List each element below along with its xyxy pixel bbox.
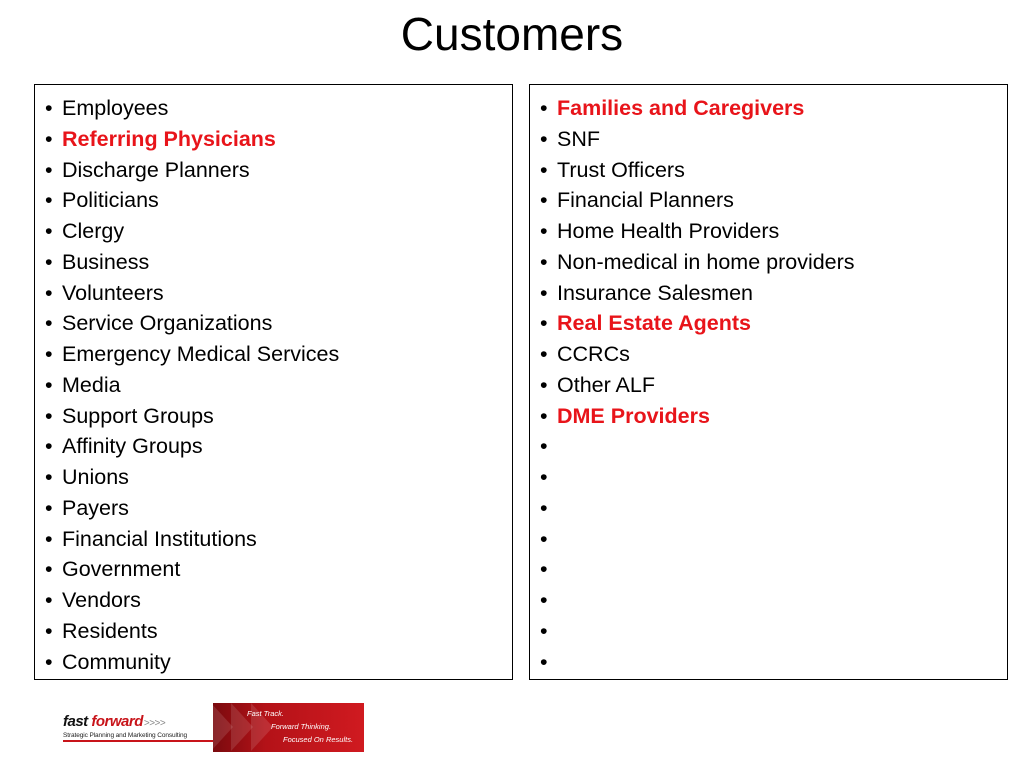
left-customer-box <box>34 84 513 680</box>
bullet-marker: • <box>540 126 548 151</box>
logo-slogan-line-3: Focused On Results. <box>283 735 354 744</box>
list-item-label: Other ALF <box>557 372 655 397</box>
right-customer-box <box>529 84 1008 680</box>
list-item <box>540 278 1007 309</box>
list-item-label: Families and Caregivers <box>557 96 805 120</box>
list-item-label: Volunteers <box>62 280 164 305</box>
list-item <box>540 339 1007 370</box>
bullet-marker: • <box>540 434 548 459</box>
bullet-marker: • <box>45 219 53 243</box>
fast-forward-logo <box>51 703 364 752</box>
list-item <box>540 185 1007 216</box>
list-item <box>45 647 512 678</box>
logo-red-rule <box>63 740 213 742</box>
bullet-marker: • <box>45 495 53 520</box>
list-item-label: CCRCs <box>557 342 630 366</box>
logo-slogan-panel <box>213 703 364 752</box>
list-item <box>540 124 1007 155</box>
list-item-label: Affinity Groups <box>62 434 203 459</box>
left-customer-list <box>45 93 512 677</box>
list-item-label: Payers <box>62 495 129 520</box>
bullet-marker: • <box>45 434 53 459</box>
bullet-marker: • <box>540 526 548 551</box>
logo-brand-name <box>63 713 165 730</box>
list-item <box>540 616 1007 647</box>
list-item <box>540 216 1007 247</box>
logo-slogan-line-1: Fast Track. <box>247 709 284 718</box>
logo-brand-fast: fast <box>63 713 88 730</box>
list-item-label: Community <box>62 649 171 674</box>
list-item-label: Media <box>62 372 121 397</box>
list-item <box>540 524 1007 555</box>
list-item <box>540 647 1007 678</box>
list-item <box>540 370 1007 401</box>
bullet-marker: • <box>45 403 53 428</box>
list-item-label: Government <box>62 557 181 582</box>
bullet-marker: • <box>45 588 53 612</box>
list-item <box>45 155 512 186</box>
list-item <box>540 554 1007 585</box>
bullet-marker: • <box>540 96 548 120</box>
list-item-label: DME Providers <box>557 403 710 428</box>
list-item-label: Employees <box>62 96 169 120</box>
logo-slogan-line-2: Forward Thinking. <box>271 722 332 731</box>
logo-chevron-shape <box>213 703 233 751</box>
list-item <box>45 462 512 493</box>
list-item-label: Business <box>62 249 150 274</box>
list-item-label: Trust Officers <box>557 157 685 182</box>
list-item-label: Residents <box>62 618 158 643</box>
bullet-marker: • <box>540 403 548 428</box>
logo-brand-forward: forward <box>91 713 143 730</box>
list-item-label: SNF <box>557 126 600 151</box>
bullet-marker: • <box>45 526 53 551</box>
list-item-label: Referring Physicians <box>62 126 276 151</box>
list-item <box>45 585 512 616</box>
list-item-label: Unions <box>62 465 129 489</box>
bullet-marker: • <box>540 311 548 336</box>
bullet-marker: • <box>45 157 53 182</box>
bullet-marker: • <box>45 649 53 674</box>
right-customer-list <box>540 93 1007 677</box>
list-item <box>45 308 512 339</box>
bullet-marker: • <box>45 311 53 336</box>
list-item-label: Support Groups <box>62 403 214 428</box>
logo-wordmark-panel <box>51 703 216 752</box>
bullet-marker: • <box>540 342 548 366</box>
bullet-marker: • <box>540 557 548 582</box>
bullet-marker: • <box>540 219 548 243</box>
list-item <box>45 216 512 247</box>
list-item-label: Non-medical in home providers <box>557 249 855 274</box>
bullet-marker: • <box>540 157 548 182</box>
list-item <box>540 431 1007 462</box>
logo-brand-arrows: >>>> <box>143 718 166 729</box>
bullet-marker: • <box>45 465 53 489</box>
bullet-marker: • <box>540 188 548 213</box>
list-item-label: Service Organizations <box>62 311 273 336</box>
list-item <box>45 554 512 585</box>
list-item <box>45 493 512 524</box>
list-item <box>540 493 1007 524</box>
bullet-marker: • <box>540 495 548 520</box>
list-item-label: Financial Institutions <box>62 526 257 551</box>
list-item-label: Vendors <box>62 588 141 612</box>
list-item-label: Home Health Providers <box>557 219 780 243</box>
list-item <box>45 370 512 401</box>
list-item-label: Insurance Salesmen <box>557 280 753 305</box>
list-item <box>540 247 1007 278</box>
list-item-label: Discharge Planners <box>62 157 250 182</box>
logo-tagline: Strategic Planning and Marketing Consulting <box>63 732 187 739</box>
list-item <box>540 401 1007 432</box>
list-item <box>540 462 1007 493</box>
list-item-label: Financial Planners <box>557 188 734 213</box>
bullet-marker: • <box>45 188 53 213</box>
bullet-marker: • <box>45 618 53 643</box>
list-item <box>45 278 512 309</box>
list-item <box>45 185 512 216</box>
bullet-marker: • <box>45 280 53 305</box>
bullet-marker: • <box>45 372 53 397</box>
bullet-marker: • <box>45 126 53 151</box>
list-item-label: Emergency Medical Services <box>62 342 340 366</box>
slide-title: Customers <box>400 8 624 60</box>
list-item <box>45 616 512 647</box>
list-item <box>45 93 512 124</box>
bullet-marker: • <box>540 465 548 489</box>
bullet-marker: • <box>45 557 53 582</box>
bullet-marker: • <box>45 249 53 274</box>
list-item-label: Clergy <box>62 219 125 243</box>
bullet-marker: • <box>540 280 548 305</box>
list-item <box>45 401 512 432</box>
list-item-label: Real Estate Agents <box>557 311 751 336</box>
bullet-marker: • <box>540 649 548 674</box>
list-item <box>45 431 512 462</box>
bullet-marker: • <box>45 96 53 120</box>
list-item-label: Politicians <box>62 188 159 213</box>
bullet-marker: • <box>540 588 548 612</box>
bullet-marker: • <box>540 372 548 397</box>
list-item <box>540 93 1007 124</box>
list-item <box>540 585 1007 616</box>
bullet-marker: • <box>540 618 548 643</box>
list-item <box>540 155 1007 186</box>
list-item <box>45 247 512 278</box>
list-item <box>45 339 512 370</box>
list-item <box>540 308 1007 339</box>
list-item <box>45 524 512 555</box>
list-item <box>45 124 512 155</box>
bullet-marker: • <box>45 342 53 366</box>
bullet-marker: • <box>540 249 548 274</box>
